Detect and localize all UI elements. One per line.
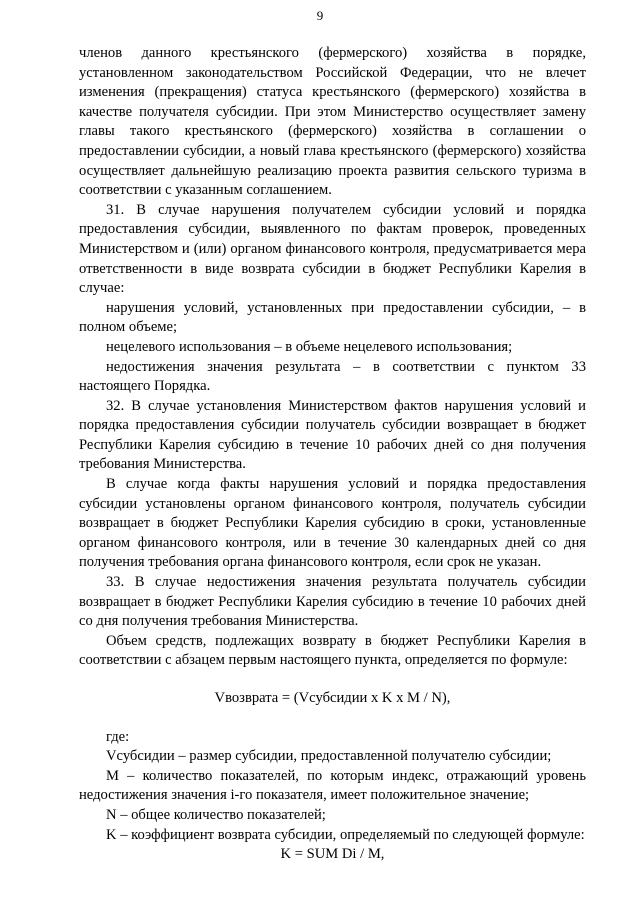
paragraph: нарушения условий, установленных при предоставлении субсидии, – в полном объеме;	[79, 299, 586, 336]
paragraph-item-33: 33. В случае недостижения значения результата получатель субсидии возвращает в бюджет Республики Карелия субсидию в течение 10 рабочих дней со дня получения требования Министерства.	[79, 574, 586, 630]
paragraph: В случае когда факты нарушения условий и порядка предоставления субсидии установлены органом финансового контроля, получатель субсидии возвращает в бюджет Республики Карелия субсидию в сроки, установленные органом финансового контроля, или в течение 30 календарных дней со дня получения требования органа финансового контроля, если срок не указан.	[79, 476, 586, 571]
coefficient-formula: K = SUM Di / M,	[280, 846, 385, 863]
paragraph: членов данного крестьянского (фермерского) хозяйства в порядке, установленном законодательством Российской Федерации, что не влечет изменения (прекращения) статуса крестьянского (фермерского) хозяйства в качестве получателя субсидии. При этом Министерство осуществляет замену главы такого крестьянского (фермерского) хозяйства в соглашении о предоставлении субсидии, а новый глава крестьянского (фермерского) хозяйства осуществляет дальнейшую реализацию проекта развития сельского туризма в соответствии с указанным соглашением.	[79, 45, 586, 199]
paragraph: M – количество показателей, по которым индекс, отражающий уровень недостижения значения i-го показателя, имеет положительное значение;	[79, 767, 586, 804]
paragraph: Объем средств, подлежащих возврату в бюджет Республики Карелия в соответствии с абзацем первым настоящего пункта, определяется по формуле:	[79, 632, 586, 669]
paragraph: N – общее количество показателей;	[106, 806, 326, 823]
page-number: 9	[316, 8, 324, 23]
paragraph: недостижения значения результата – в соответствии с пунктом 33 настоящего Порядка.	[79, 358, 586, 395]
paragraph: где:	[106, 728, 130, 745]
paragraph: K – коэффициент возврата субсидии, определяемый по следующей формуле:	[106, 826, 585, 843]
paragraph-item-32: 32. В случае установления Министерством фактов нарушения условий и порядка предоставления субсидии получатель субсидии возвращает в бюджет Республики Карелия субсидию в течение 10 рабочих дней со дня получения требования Министерства.	[79, 397, 586, 473]
paragraph: Vсубсидии – размер субсидии, предоставленной получателю субсидии;	[106, 748, 552, 765]
paragraph: нецелевого использования – в объеме нецелевого использования;	[106, 338, 513, 355]
return-volume-formula: Vвозврата = (Vсубсидии x K x M / N),	[214, 690, 451, 706]
paragraph-item-31: 31. В случае нарушения получателем субсидии условий и порядка предоставления субсидии, выявленного по фактам проверок, проведенных Министерством и (или) органом финансового контроля, предусматривается мера ответственности в виде возврата субсидии в бюджет Республики Карелия в случае:	[79, 201, 586, 297]
document-body	[79, 44, 586, 865]
